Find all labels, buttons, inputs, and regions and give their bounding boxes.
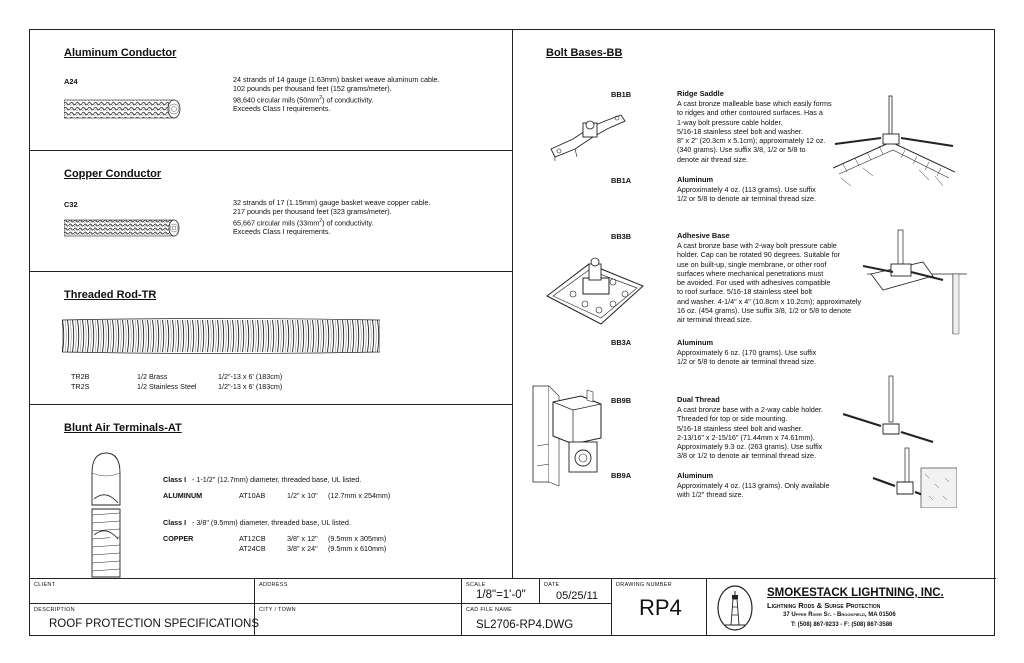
bb1a-name: Aluminum bbox=[677, 175, 714, 184]
drawing-sheet bbox=[29, 29, 995, 636]
company-address: 37 Upper River St. - Brookfield, MA 01506 bbox=[783, 612, 896, 618]
threaded-rod-title: Threaded Rod-TR bbox=[64, 289, 157, 301]
blunt-air-terminals-section bbox=[30, 405, 513, 578]
rod-code: TR2S bbox=[71, 381, 90, 391]
bb3b-code: BB3B bbox=[611, 232, 632, 241]
bb1b-name: Ridge Saddle bbox=[677, 89, 724, 98]
bb1b-line: (340 grams). Use suffix 3/8, 1/2 or 5/8 to bbox=[677, 145, 806, 155]
air-terminal-illustration bbox=[88, 449, 124, 579]
cad-value: SL2706-RP4.DWG bbox=[476, 619, 574, 631]
address-label: ADDRESS bbox=[259, 582, 288, 588]
bb3a-line: Approximately 6 oz. (170 grams). Use suffix bbox=[677, 348, 817, 357]
aluminum-line-3-end: ) of conductivity. bbox=[322, 94, 374, 104]
threaded-rod-section bbox=[30, 272, 513, 405]
copper-line-4: Exceeds Class I requirements. bbox=[233, 227, 331, 237]
copper-terminal-size-2: 3/8" x 24" bbox=[287, 544, 318, 553]
scale-label: SCALE bbox=[466, 582, 486, 588]
bb1a-line: Approximately 4 oz. (113 grams). Use suffix bbox=[677, 185, 816, 194]
bb9b-line: Threaded for top or side mounting. bbox=[677, 414, 788, 424]
bb9b-line: 3/8 or 1/2 to denote air terminal thread size. bbox=[677, 451, 817, 461]
city-label: CITY / TOWN bbox=[259, 607, 296, 613]
aluminum-line-2: 102 pounds per thousand feet (152 grams/meter). bbox=[233, 84, 392, 94]
bb9b-name: Dual Thread bbox=[677, 395, 720, 404]
date-cell bbox=[540, 579, 612, 604]
aluminum-line-3-sup: 2 bbox=[319, 94, 323, 101]
left-column bbox=[30, 30, 513, 578]
description-label: DESCRIPTION bbox=[34, 607, 75, 613]
ridge-saddle-install-illustration bbox=[833, 94, 955, 190]
address-city-cell bbox=[255, 579, 462, 636]
rod-size: 1/2"-13 x 6' (183cm) bbox=[218, 372, 283, 381]
copper-terminal-code-2: AT24CB bbox=[239, 544, 266, 553]
class1-text: - 1-1/2" (12.7mm) diameter, threaded base, UL listed. bbox=[192, 475, 362, 484]
rod-code: TR2B bbox=[71, 372, 90, 381]
bb9b-code: BB9B bbox=[611, 396, 632, 405]
bb3b-line: air terminal thread size. bbox=[677, 315, 752, 325]
dual-thread-install-illustration bbox=[843, 374, 957, 508]
copper-label: COPPER bbox=[163, 534, 194, 543]
bb3b-description bbox=[677, 241, 861, 325]
bb9b-line: 5/16-18 stainless steel bolt and washer. bbox=[677, 423, 803, 433]
bb9b-line: A cast bronze base with a 2-way cable holder. bbox=[677, 405, 823, 414]
bb3b-line: be avoided. For used with adhesives compatible bbox=[677, 278, 831, 288]
title-block bbox=[30, 578, 996, 637]
bb1b-line: denote air thread size. bbox=[677, 154, 749, 164]
lighthouse-logo-icon bbox=[715, 583, 755, 633]
rod-material: 1/2 Stainless Steel bbox=[137, 381, 197, 391]
aluminum-line-3 bbox=[233, 94, 440, 105]
copper-terminal-metric-2: (9.5mm x 610mm) bbox=[328, 544, 387, 553]
class1-label: Class I bbox=[163, 475, 187, 484]
bb3b-line: to roof surface. 5/16-18 stainless steel bolt bbox=[677, 287, 813, 297]
bb9a-line: with 1/2" thread size. bbox=[677, 490, 744, 500]
aluminum-label: ALUMINUM bbox=[163, 491, 203, 500]
bb1a-description bbox=[677, 185, 816, 204]
rod-material: 1/2 Brass bbox=[137, 372, 168, 381]
copper-line-3-sup: 2 bbox=[319, 217, 323, 224]
bb9a-line: Approximately 4 oz. (113 grams). Only available bbox=[677, 481, 830, 490]
aluminum-line-1: 24 strands of 14 gauge (1.63mm) basket weave aluminum cable. bbox=[233, 75, 440, 84]
ridge-saddle-illustration bbox=[547, 105, 629, 165]
bb3b-name: Adhesive Base bbox=[677, 231, 730, 240]
bb1a-code: BB1A bbox=[611, 176, 632, 185]
bb9a-code: BB9A bbox=[611, 471, 632, 480]
bolt-bases-title: Bolt Bases-BB bbox=[546, 47, 623, 59]
copper-line-1: 32 strands of 17 (1.15mm) gauge basket weave copper cable. bbox=[233, 198, 431, 207]
client-label: CLIENT bbox=[34, 582, 56, 588]
aluminum-terminal-code: AT10AB bbox=[239, 491, 266, 500]
aluminum-conductor-section bbox=[30, 30, 513, 151]
scale-cell bbox=[462, 579, 540, 604]
bb9b-line: Approximately 9.3 oz. (263 grams). Use suffix bbox=[677, 442, 823, 452]
date-label: DATE bbox=[544, 582, 560, 588]
bb1b-line: 5/16-18 stainless steel bolt and washer. bbox=[677, 126, 803, 136]
copper-line-3-end: ) of conductivity. bbox=[322, 217, 374, 227]
bb3b-line: holder. Cap can be rotated 90 degrees. Suitable for bbox=[677, 250, 841, 260]
company-tagline: Lightning Rods & Surge Protection bbox=[767, 601, 881, 610]
bb3a-name: Aluminum bbox=[677, 338, 714, 347]
class2-text: - 3/8" (9.5mm) diameter, threaded base, UL listed. bbox=[192, 518, 351, 527]
company-phone: T: (508) 867-9233 - F: (508) 867-3586 bbox=[791, 622, 893, 628]
dual-thread-illustration bbox=[529, 382, 617, 486]
copper-line-3-text: 65,667 circular mils (33mm bbox=[233, 217, 320, 227]
bb9b-line: 2-13/16" x 2-15/16" (71.44mm x 74.61mm). bbox=[677, 432, 815, 442]
table-row bbox=[71, 382, 331, 392]
threaded-rod-illustration bbox=[62, 318, 380, 354]
bb9b-description bbox=[677, 405, 823, 461]
bb1b-line: 8" x 2" (20.3cm x 5.1cm); approximately 12 oz. bbox=[677, 136, 826, 146]
bb3b-line: A cast bronze base with 2-way bolt pressure cable bbox=[677, 241, 837, 250]
adhesive-base-illustration bbox=[543, 252, 647, 334]
aluminum-terminal-size: 1/2" x 10" bbox=[287, 491, 318, 500]
bb1b-line: to ridges and other contoured surfaces. Has a bbox=[677, 108, 823, 118]
threaded-rod-table bbox=[71, 372, 331, 391]
copper-conductor-title: Copper Conductor bbox=[64, 168, 162, 180]
bb3a-line: 1/2 or 5/8 to denote air terminal thread size. bbox=[677, 357, 817, 367]
copper-cable-illustration bbox=[64, 215, 182, 241]
bb3b-line: use on built-up, single membrane, or other roof bbox=[677, 259, 827, 269]
copper-terminal-size-1: 3/8" x 12" bbox=[287, 534, 318, 543]
bb1b-code: BB1B bbox=[611, 90, 632, 99]
class2-label: Class I bbox=[163, 518, 187, 527]
bb1a-line: 1/2 or 5/8 to denote air terminal thread size. bbox=[677, 194, 817, 204]
bb9a-name: Aluminum bbox=[677, 471, 714, 480]
company-cell bbox=[707, 579, 996, 636]
bb9a-description bbox=[677, 481, 829, 500]
bb3b-line: surfaces where mechanical penetrations must bbox=[677, 268, 824, 278]
copper-line-2: 217 pounds per thousand feet (323 grams/meter). bbox=[233, 207, 392, 217]
bb3a-code: BB3A bbox=[611, 338, 632, 347]
aluminum-conductor-title: Aluminum Conductor bbox=[64, 47, 177, 59]
copper-conductor-section bbox=[30, 151, 513, 272]
copper-line-3 bbox=[233, 217, 430, 228]
table-row bbox=[71, 372, 331, 382]
company-name: SMOKESTACK LIGHTNING, INC. bbox=[767, 587, 944, 599]
aluminum-terminal-metric: (12.7mm x 254mm) bbox=[328, 491, 391, 500]
bb1b-line: A cast bronze malleable base which easily forms bbox=[677, 99, 832, 108]
right-column bbox=[513, 30, 996, 578]
bb3b-line: and washer. 4-1/4" x 4" (10.8cm x 10.2cm); approximately bbox=[677, 296, 862, 306]
copper-code: C32 bbox=[64, 200, 78, 209]
copper-terminal-code-1: AT12CB bbox=[239, 534, 266, 543]
aluminum-line-3-text: 98,640 circular mils (50mm bbox=[233, 94, 320, 104]
bb3b-line: 16 oz. (454 grams). Use suffix 3/8, 1/2 or 5/8 to denote bbox=[677, 306, 852, 316]
copper-terminal-metric-1: (9.5mm x 305mm) bbox=[328, 534, 387, 543]
drawing-number-cell bbox=[612, 579, 707, 636]
adhesive-base-install-illustration bbox=[863, 226, 967, 336]
aluminum-cable-illustration bbox=[64, 96, 182, 122]
rod-size: 1/2"-13 x 6' (183cm) bbox=[218, 381, 283, 391]
drawing-number-label: DRAWING NUMBER bbox=[616, 582, 672, 588]
client-description-cell bbox=[30, 579, 259, 636]
bb1b-line: 1-way bolt pressure cable holder. bbox=[677, 117, 783, 127]
aluminum-line-4: Exceeds Class I requirements. bbox=[233, 104, 331, 114]
cad-label: CAD FILE NAME bbox=[466, 607, 513, 613]
date-value: 05/25/11 bbox=[556, 590, 599, 602]
drawing-number-value: RP4 bbox=[639, 595, 682, 620]
cad-file-cell bbox=[462, 604, 612, 636]
blunt-air-terminals-title: Blunt Air Terminals-AT bbox=[64, 422, 182, 434]
aluminum-code: A24 bbox=[64, 77, 78, 86]
aluminum-description bbox=[233, 75, 440, 114]
scale-value: 1/8"=1'-0" bbox=[476, 589, 526, 601]
bb3a-description bbox=[677, 348, 816, 367]
copper-description bbox=[233, 198, 430, 237]
description-value: ROOF PROTECTION SPECIFICATIONS bbox=[49, 618, 259, 630]
bb1b-description bbox=[677, 99, 832, 164]
